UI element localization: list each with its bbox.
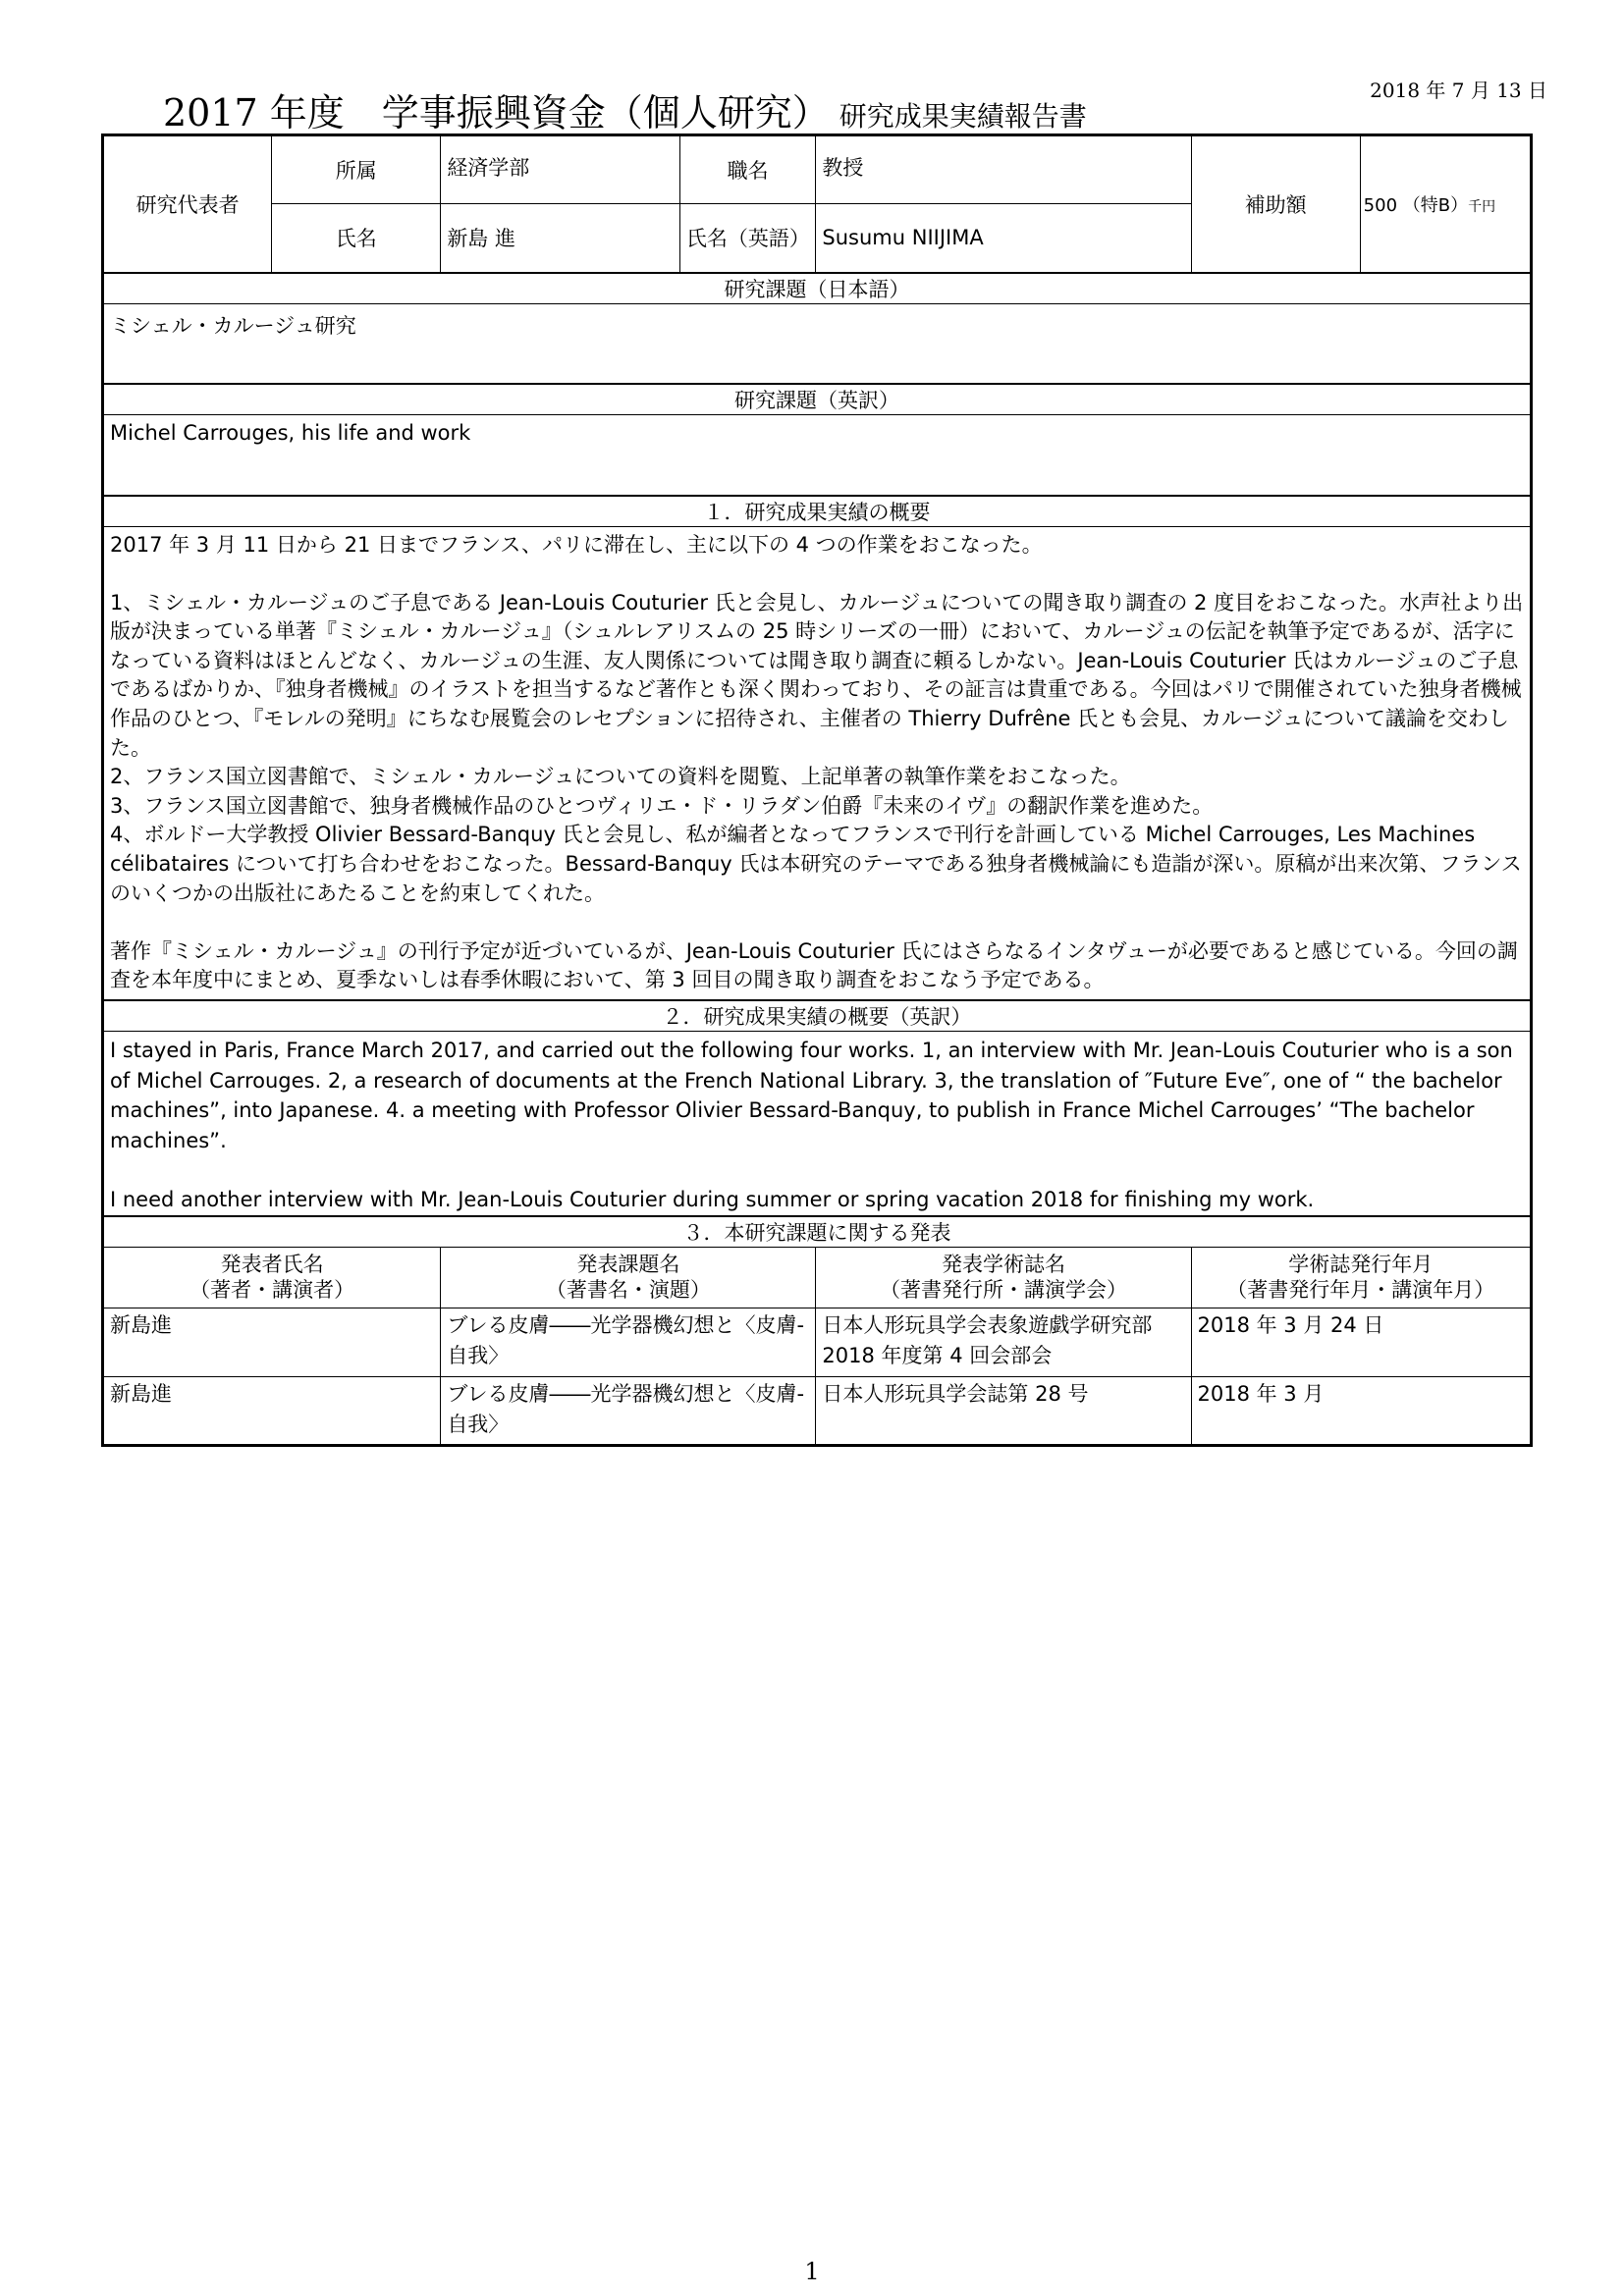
summary-jp-p2: 1、ミシェル・カルージュのご子息である Jean-Louis Couturier 氏と会見し、カルージュについての聞き取り調査の 2 度目をおこなった。水声社より出版が決まっている単著『ミシェル・カルージュ』（シュルレアリスムの 25 時シリーズの一冊）において、カルージュの伝記を執筆予定であるが、活字になっている資料はほとんどなく、カルージュの生涯、友人関係については聞き取り調査に頼るしかない。Jean-Louis Couturier 氏はカルージュのご子息であるばかりか、『独身者機械』のイラストを担当するなど著作とも深く関わっており、その証言は貴重である。今回はパリで開催されていた独身者機械作品のひとつ、『モレルの発明』にちなむ展覧会のレセプションに招待され、主催者の Thierry Dufrêne 氏とも会見、カルージュについて議論を交わした。 [110,590,1524,760]
publications-heading: ３．本研究課題に関する発表 [103,1216,1532,1248]
summary-en-heading: ２．研究成果実績の概要（英訳） [103,1000,1532,1032]
table-row [103,1308,1532,1376]
grant-label: 補助額 [1191,135,1360,273]
row2-presenter: 新島進 [103,1376,441,1445]
name-value: 新島 進 [441,204,680,273]
topic-jp-heading: 研究課題（日本語） [103,273,1532,304]
position-label: 職名 [679,135,816,204]
row1-date: 2018 年 3 月 24 日 [1191,1308,1531,1376]
title-main: 2017 年度 学事振興資金（個人研究） [163,91,830,134]
researcher-label: 研究代表者 [103,135,272,273]
summary-en-body [103,1032,1532,1216]
summary-jp-heading: １．研究成果実績の概要 [103,496,1532,527]
title-sub: 研究成果実績報告書 [839,100,1087,133]
row2-title: ブレる皮膚――光学器機幻想と〈皮膚-自我〉 [441,1376,816,1445]
summary-jp-p4: 3、フランス国立図書館で、独身者機械作品のひとつヴィリエ・ド・リラダン伯爵『未来のイヴ』の翻訳作業を進めた。 [110,793,1214,818]
affiliation-value: 経済学部 [441,135,680,204]
topic-jp-text: ミシェル・カルージュ研究 [103,303,1532,384]
grant-unit: 千円 [1468,198,1496,215]
report-form [101,133,1533,1447]
col-date: 学術誌発行年月 （著書発行年月・講演年月） [1191,1247,1531,1308]
summary-jp-p3: 2、フランス国立図書館で、ミシェル・カルージュについての資料を閲覧、上記単著の執筆作業をおこなった。 [110,765,1131,789]
table-row [103,1376,1532,1445]
summary-jp-p5: 4、ボルドー大学教授 Olivier Bessard-Banquy 氏と会見し、私が編者となってフランスで刊行を計画している Michel Carrouges, Les Machines célibataires について打ち合わせをおこなった。Bessard-Banquy 氏は本研究のテーマである独身者機械論にも造詣が深い。原稿が出来次第、フランスのいくつかの出版社にあたることを約束してくれた。 [110,823,1522,905]
summary-jp-p1: 2017 年 3 月 11 日から 21 日までフランス、パリに滞在し、主に以下の 4 つの作業をおこなった。 [110,532,1043,557]
affiliation-label: 所属 [272,135,441,204]
name-label: 氏名 [272,204,441,273]
summary-en-p1: I stayed in Paris, France March 2017, and carried out the following four works. 1, an interview with Mr. Jean-Louis Couturier who is a son of Michel Carrouges. 2, a research of documents at the French National Library. 3, the translation of ″Future Eve″, one of “ the bachelor machines”, into Japanese. 4. a meeting with Professor Olivier Bessard-Banquy, to publish in France Michel Carrouges’ “The bachelor machines”. [110,1039,1513,1152]
grant-value [1360,135,1531,273]
row1-presenter: 新島進 [103,1308,441,1376]
page-title [163,82,1087,136]
report-date: 2018 年 7 月 13 日 [1370,79,1547,102]
row2-date: 2018 年 3 月 [1191,1376,1531,1445]
position-value: 教授 [816,135,1191,204]
grant-amount: 500 （特B） [1363,194,1469,216]
row2-journal: 日本人形玩具学会誌第 28 号 [816,1376,1191,1445]
summary-en-p2: I need another interview with Mr. Jean-Louis Couturier during summer or spring vacation 2018 for finishing my work. [110,1188,1315,1211]
name-en-label: 氏名（英語） [679,204,816,273]
col-presenter: 発表者氏名 （著者・講演者） [103,1247,441,1308]
col-journal: 発表学術誌名 （著書発行所・講演学会） [816,1247,1191,1308]
name-en-value: Susumu NIIJIMA [816,204,1191,273]
page-number: 1 [804,2258,820,2285]
summary-jp-p6: 著作『ミシェル・カルージュ』の刊行予定が近づいているが、Jean-Louis Couturier 氏にはさらなるインタヴューが必要であると感じている。今回の調査を本年度中にまとめ、夏季ないしは春季休暇において、第 3 回目の聞き取り調査をおこなう予定である。 [110,938,1518,992]
col-title: 発表課題名 （著書名・演題） [441,1247,816,1308]
topic-en-heading: 研究課題（英訳） [103,384,1532,415]
row1-journal: 日本人形玩具学会表象遊戯学研究部 2018 年度第 4 回会部会 [816,1308,1191,1376]
topic-en-text: Michel Carrouges, his life and work [103,415,1532,496]
row1-title: ブレる皮膚――光学器機幻想と〈皮膚-自我〉 [441,1308,816,1376]
summary-jp-body [103,526,1532,1000]
